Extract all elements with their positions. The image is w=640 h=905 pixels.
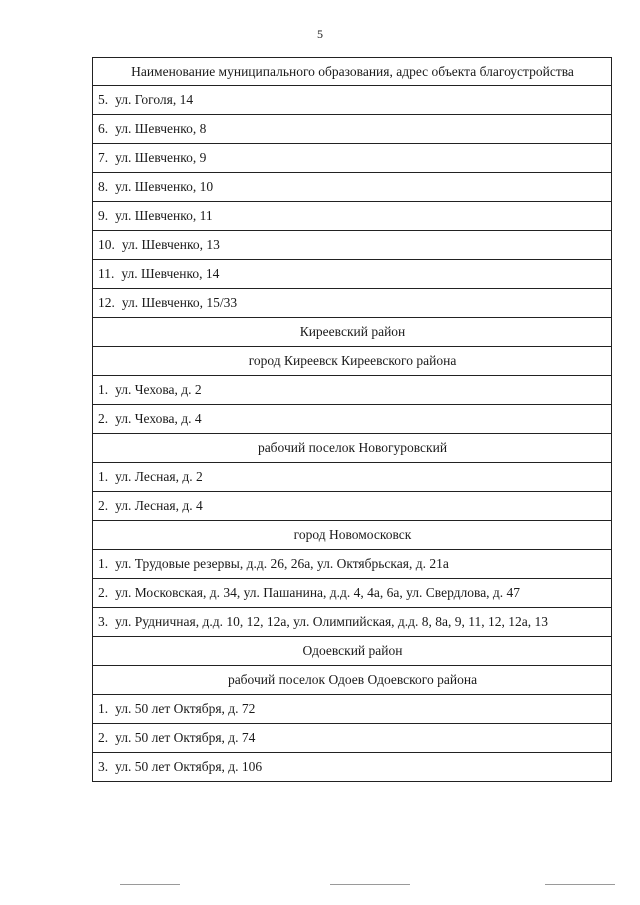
item-number: 10. — [98, 237, 115, 252]
table-header-cell: Наименование муниципального образования, адрес объекта благоустройства — [93, 58, 612, 86]
address-text: ул. Трудовые резервы, д.д. 26, 26а, ул. Октябрьская, д. 21а — [115, 556, 449, 571]
item-number: 3. — [98, 759, 109, 774]
address-cell — [93, 173, 612, 202]
address-cell — [93, 260, 612, 289]
address-text: ул. Шевченко, 8 — [115, 121, 207, 136]
address-text: ул. 50 лет Октября, д. 72 — [115, 701, 256, 716]
address-cell — [93, 550, 612, 579]
table-row — [93, 144, 612, 173]
table-row — [93, 695, 612, 724]
table-row — [93, 753, 612, 782]
address-cell — [93, 86, 612, 115]
table-row — [93, 463, 612, 492]
address-text: ул. Чехова, д. 2 — [115, 382, 202, 397]
address-text: ул. 50 лет Октября, д. 106 — [115, 759, 263, 774]
item-number: 9. — [98, 208, 109, 223]
item-number: 8. — [98, 179, 109, 194]
item-number: 1. — [98, 469, 109, 484]
section-row — [93, 434, 612, 463]
address-cell — [93, 115, 612, 144]
address-text: ул. Рудничная, д.д. 10, 12, 12а, ул. Олимпийская, д.д. 8, 8а, 9, 11, 12, 12а, 13 — [115, 614, 549, 629]
section-heading: Киреевский район — [93, 318, 612, 347]
address-text: ул. Шевченко, 10 — [115, 179, 214, 194]
table-row — [93, 405, 612, 434]
table-row — [93, 289, 612, 318]
item-number: 2. — [98, 585, 109, 600]
address-cell — [93, 202, 612, 231]
item-number: 7. — [98, 150, 109, 165]
table-row — [93, 550, 612, 579]
address-text: ул. Шевченко, 15/33 — [121, 295, 238, 310]
item-number: 12. — [98, 295, 115, 310]
addresses-table — [92, 57, 612, 782]
section-heading: рабочий поселок Одоев Одоевского района — [93, 666, 612, 695]
address-text: ул. Гоголя, 14 — [115, 92, 194, 107]
address-cell — [93, 753, 612, 782]
section-row — [93, 521, 612, 550]
address-text: ул. Шевченко, 14 — [121, 266, 220, 281]
address-cell — [93, 405, 612, 434]
item-number: 1. — [98, 701, 109, 716]
address-cell — [93, 492, 612, 521]
address-cell — [93, 144, 612, 173]
section-row — [93, 666, 612, 695]
section-heading: город Новомосковск — [93, 521, 612, 550]
section-heading: Одоевский район — [93, 637, 612, 666]
table-row — [93, 608, 612, 637]
item-number: 11. — [98, 266, 115, 281]
table-row — [93, 86, 612, 115]
address-cell — [93, 724, 612, 753]
scan-artifact — [545, 884, 615, 885]
item-number: 3. — [98, 614, 109, 629]
address-cell — [93, 608, 612, 637]
address-cell — [93, 289, 612, 318]
item-number: 2. — [98, 730, 109, 745]
scan-artifact — [120, 884, 180, 885]
address-text: ул. Чехова, д. 4 — [115, 411, 202, 426]
section-row — [93, 637, 612, 666]
item-number: 1. — [98, 556, 109, 571]
table-row — [93, 579, 612, 608]
table-row — [93, 260, 612, 289]
table-row — [93, 173, 612, 202]
address-text: ул. Лесная, д. 4 — [115, 498, 203, 513]
item-number: 6. — [98, 121, 109, 136]
section-row — [93, 318, 612, 347]
address-text: ул. 50 лет Октября, д. 74 — [115, 730, 256, 745]
address-cell — [93, 376, 612, 405]
address-text: ул. Шевченко, 13 — [121, 237, 220, 252]
table-row — [93, 724, 612, 753]
address-text: ул. Московская, д. 34, ул. Пашанина, д.д. 4, 4а, 6а, ул. Свердлова, д. 47 — [115, 585, 521, 600]
section-heading: город Киреевск Киреевского района — [93, 347, 612, 376]
item-number: 5. — [98, 92, 109, 107]
address-text: ул. Шевченко, 11 — [115, 208, 213, 223]
address-cell — [93, 695, 612, 724]
item-number: 2. — [98, 498, 109, 513]
table-body — [93, 58, 612, 782]
section-row — [93, 347, 612, 376]
address-cell — [93, 463, 612, 492]
table-row — [93, 115, 612, 144]
section-heading: рабочий поселок Новогуровский — [93, 434, 612, 463]
table-row — [93, 202, 612, 231]
address-cell — [93, 231, 612, 260]
table-row — [93, 376, 612, 405]
item-number: 1. — [98, 382, 109, 397]
table-row — [93, 231, 612, 260]
address-text: ул. Лесная, д. 2 — [115, 469, 203, 484]
scan-artifact — [330, 884, 410, 885]
table-header-row — [93, 58, 612, 86]
address-text: ул. Шевченко, 9 — [115, 150, 207, 165]
item-number: 2. — [98, 411, 109, 426]
address-cell — [93, 579, 612, 608]
page-number: 5 — [317, 27, 323, 41]
table-row — [93, 492, 612, 521]
